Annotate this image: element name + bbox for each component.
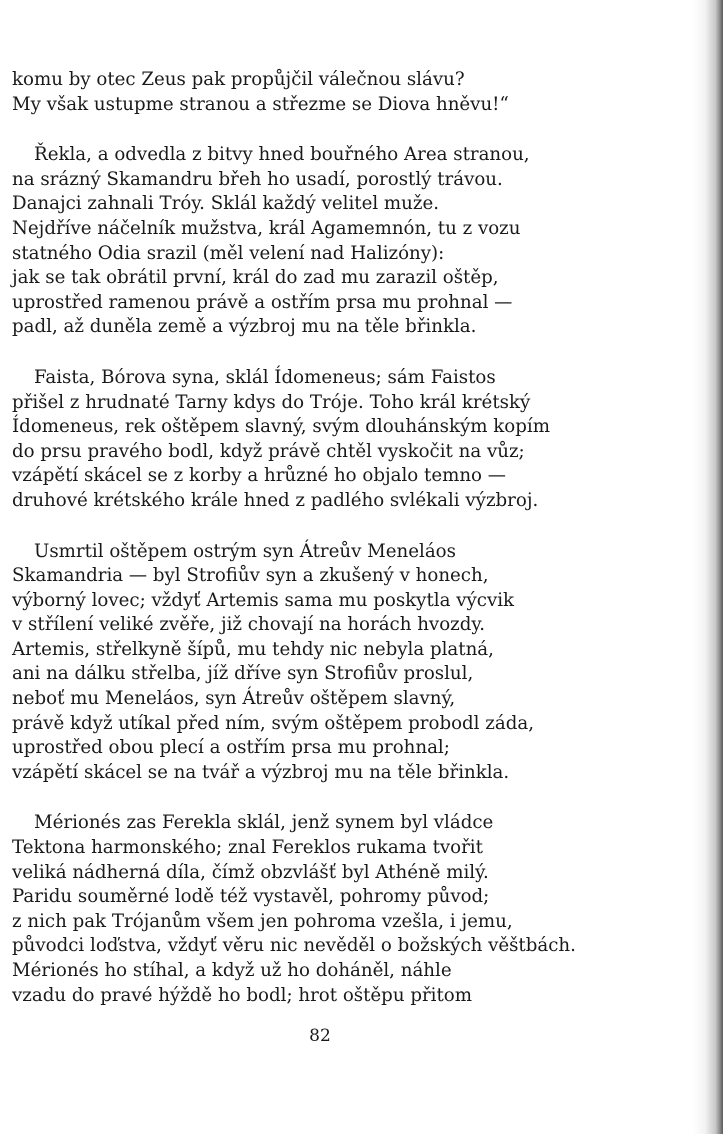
verse-line: statného Odia srazil (měl velení nad Halizóny):: [12, 242, 445, 264]
verse-line: Faista, Bórova syna, sklál Ídomeneus; sám Faistos: [34, 366, 496, 388]
verse-line: z nich pak Trójanům všem jen pohroma vzešla, i jemu,: [12, 910, 513, 932]
stanza: [12, 68, 652, 117]
stanza: [12, 540, 652, 786]
verse-line: Artemis, střelkyně šípů, mu tehdy nic nebyla platná,: [12, 638, 494, 660]
verse-line: Danajci zahnali Tróy. Sklál každý velitel muže.: [12, 193, 440, 215]
verse-line: Mérionés ho stíhal, a když už ho doháněl, náhle: [12, 960, 452, 981]
verse-line: Nejdříve náčelník mužstva, král Agamemnón, tu z vozu: [12, 217, 521, 239]
verse-line: Paridu souměrné lodě též vystavěl, pohromy původ;: [12, 886, 490, 908]
verse-line: původci loďstva, vždyť věru nic nevěděl o božských věštbách.: [12, 935, 576, 957]
verse-line: právě když utíkal před ním, svým oštěpem probodl záda,: [12, 712, 534, 734]
verse-line: Usmrtil oštěpem ostrým syn Átreův Meneláos: [34, 540, 456, 562]
verse-line: padl, až duněla země a výzbroj mu na těle břinkla.: [12, 316, 477, 338]
verse-line: na srázný Skamandru břeh ho usadí, porostlý trávou.: [12, 168, 503, 190]
verse-line: veliká nádherná díla, čímž obzvlášť byl Athéně milý.: [12, 861, 489, 883]
verse-line: Skamandria — byl Strofiův syn a zkušený v honech,: [12, 565, 489, 587]
verse-line: druhové krétského krále hned z padlého svlékali výzbroj.: [12, 489, 539, 511]
verse-line: v střílení veliké zvěře, již chovají na horách hvozdy.: [12, 614, 486, 636]
poem-text: [12, 68, 652, 1008]
verse-line: jak se tak obrátil první, král do zad mu zarazil oštěp,: [12, 267, 499, 289]
page-number: 82: [309, 1026, 331, 1046]
verse-line: Mérionés zas Ferekla sklál, jenž synem byl vládce: [34, 812, 494, 834]
verse-line: přišel z hrudnaté Tarny kdys do Trójе. Toho král krétský: [12, 391, 531, 413]
verse-line: Řekla, a odvedla z bitvy hned bouřného Area stranou,: [34, 144, 530, 166]
verse-line: vzápětí skácel se z korby a hrůzné ho objalo temno —: [12, 465, 506, 487]
verse-line: vzadu do pravé hýždě ho bodl; hrot oštěpu přitom: [12, 984, 472, 1006]
verse-line: neboť mu Meneláos, syn Átreův oštěpem slavný,: [12, 688, 456, 710]
verse-line: Tektona harmonského; znal Fereklos rukama tvořit: [12, 837, 483, 859]
verse-line: uprostřed ramenou právě a ostřím prsa mu prohnal —: [12, 291, 513, 313]
verse-line: komu by otec Zeus pak propůjčil válečnou slávu?: [12, 69, 465, 90]
stanza: [12, 366, 652, 514]
page-binding-shadow: [693, 0, 723, 1134]
verse-line: uprostřed obou plecí a ostřím prsa mu prohnal;: [12, 737, 450, 759]
verse-line: Ídomeneus, rek oštěpem slavný, svým dlouhánským kopím: [12, 416, 550, 438]
stanza: [12, 143, 652, 340]
verse-line: My však ustupme stranou a střezme se Diova hněvu!“: [12, 93, 509, 115]
verse-line: výborný lovec; vždyť Artemis sama mu poskytla výcvik: [12, 589, 515, 611]
verse-line: do prsu pravého bodl, když právě chtěl vyskočit na vůz;: [12, 440, 525, 462]
verse-line: ani na dálku střelba, jíž dříve syn Strofiův proslul,: [12, 663, 474, 685]
stanza: [12, 811, 652, 1008]
verse-line: vzápětí skácel se na tvář a výzbroj mu na těle břinkla.: [12, 761, 510, 783]
